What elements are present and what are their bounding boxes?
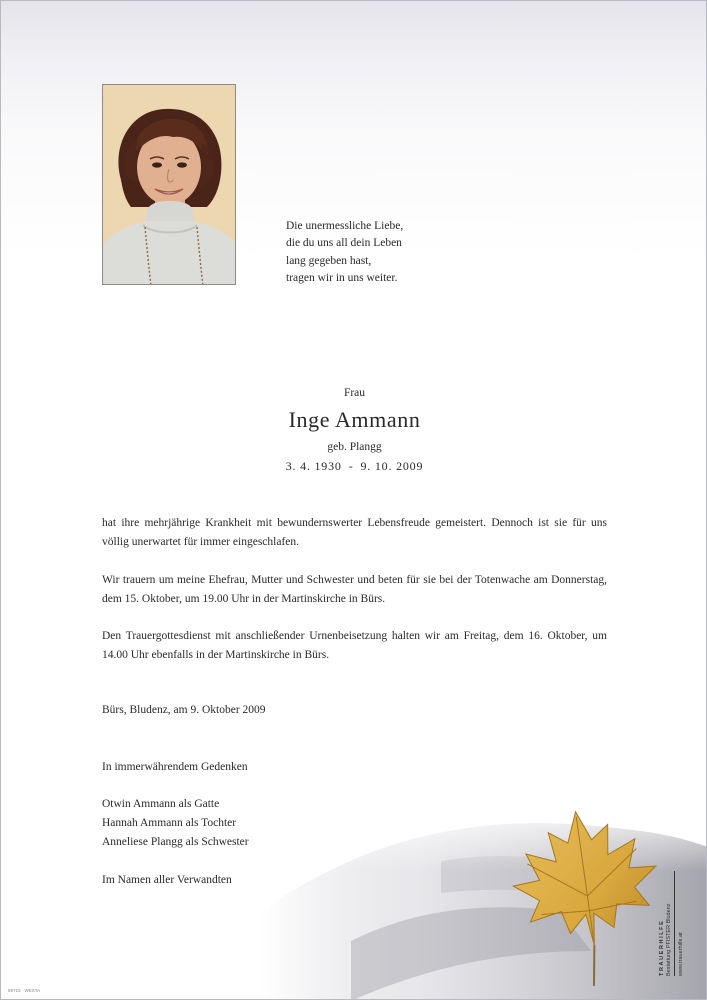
announcement-paragraph: hat ihre mehrjährige Krankheit mit bewundernswerter Lebensfreude gemeistert. Dennoch ist sie für uns völlig unerwartet für immer eingeschlafen. bbox=[102, 517, 607, 548]
brand-url: www.trauerhilfe.at bbox=[678, 932, 684, 976]
funeral-home-logo bbox=[657, 871, 697, 976]
deceased-name: Inge Ammann bbox=[288, 407, 421, 432]
honorific: Frau bbox=[343, 387, 366, 399]
birth-date: 3. 4. 1930 bbox=[285, 459, 342, 473]
wake-paragraph: Wir trauern um meine Ehefrau, Mutter und Schwester und beten für sie bei der Totenwache am Donnerstag, dem 15. Oktober, um 19.00 Uhr in der Martinskirche in Bürs. bbox=[102, 574, 607, 605]
brand-divider bbox=[674, 871, 675, 976]
quote-line: die du uns all dein Leben bbox=[286, 237, 402, 250]
signatory: Hannah Ammann als Tochter bbox=[102, 817, 237, 829]
life-dates bbox=[1, 459, 707, 474]
brand-name: TRAUERHILFE bbox=[659, 919, 665, 976]
portrait-illustration bbox=[103, 85, 236, 285]
maiden-name: geb. Plangg bbox=[327, 441, 382, 453]
quote-line: Die unermessliche Liebe, bbox=[286, 220, 404, 232]
autumn-leaf-scenery bbox=[261, 801, 707, 1000]
family-closing: Im Namen aller Verwandten bbox=[102, 874, 232, 886]
memorial-intro: In immerwährendem Gedenken bbox=[102, 761, 248, 773]
footer-code: 89715 · WESTA bbox=[8, 988, 41, 993]
date-separator: - bbox=[348, 459, 354, 473]
quote-line: lang gegeben hast, bbox=[286, 254, 372, 267]
portrait-photo bbox=[102, 84, 236, 285]
signatory: Otwin Ammann als Gatte bbox=[102, 798, 220, 810]
place-date: Bürs, Bludenz, am 9. Oktober 2009 bbox=[102, 704, 266, 716]
signatory: Anneliese Plangg als Schwester bbox=[102, 836, 249, 848]
death-date: 9. 10. 2009 bbox=[360, 459, 424, 473]
memorial-quote bbox=[286, 218, 486, 287]
quote-line: tragen wir in uns weiter. bbox=[286, 271, 398, 284]
brand-tagline: Bestattung PFISTER Bludenz bbox=[666, 903, 672, 976]
funeral-service-paragraph: Den Trauergottesdienst mit anschließender Urnenbeisetzung halten wir am Freitag, dem 16. Oktober, um 14.00 Uhr ebenfalls in der Martinskirche in Bürs. bbox=[102, 630, 607, 661]
